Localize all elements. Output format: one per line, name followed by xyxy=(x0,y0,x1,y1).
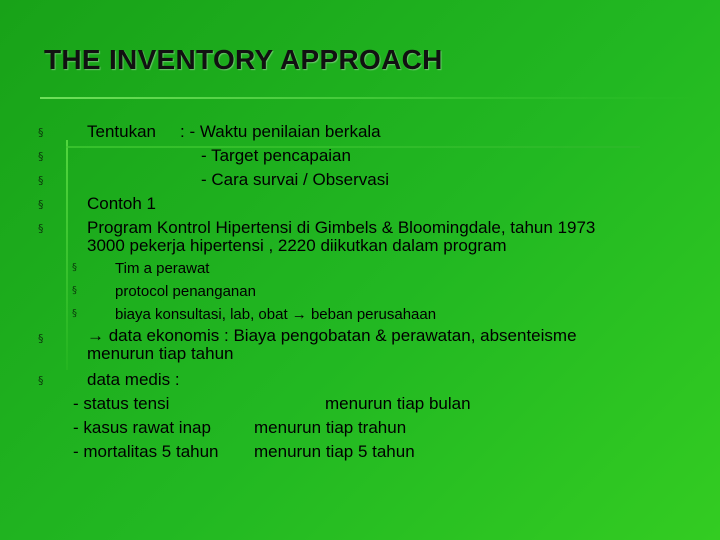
medis-row-label: - mortalitas 5 tahun xyxy=(73,442,219,461)
bullet-marker: § xyxy=(38,126,44,139)
medis-heading: data medis : xyxy=(87,370,180,389)
tentukan-item: : - Waktu penilaian berkala xyxy=(180,122,381,141)
sub-item: Tim a perawat xyxy=(115,260,210,277)
program-line: 3000 pekerja hipertensi , 2220 diikutkan dalam program xyxy=(87,236,507,255)
sub-item: biaya konsultasi, lab, obat → beban perusahaan xyxy=(115,306,437,323)
example-heading: Contoh 1 xyxy=(87,194,156,213)
bullet-marker: § xyxy=(38,332,44,345)
bullet-marker: § xyxy=(38,174,44,187)
medis-row-value: menurun tiap 5 tahun xyxy=(254,442,415,461)
medis-row-label: - status tensi xyxy=(73,394,170,413)
slide-title: THE INVENTORY APPROACH xyxy=(44,44,443,75)
title-underline xyxy=(40,97,700,99)
sub-bullet-marker: § xyxy=(72,285,77,296)
tentukan-item: - Cara survai / Observasi xyxy=(201,170,389,189)
horizontal-divider xyxy=(66,146,640,148)
sub-bullet-marker: § xyxy=(72,262,77,273)
vertical-divider xyxy=(66,140,68,370)
ekonomis-line: → data ekonomis : Biaya pengobatan & perawatan, absenteisme xyxy=(87,326,577,345)
medis-row-value: menurun tiap trahun xyxy=(254,418,407,437)
bullet-marker: § xyxy=(38,198,44,211)
sub-item: protocol penanganan xyxy=(115,283,256,300)
program-line: Program Kontrol Hipertensi di Gimbels & Bloomingdale, tahun 1973 xyxy=(87,218,596,237)
bullet-marker: § xyxy=(38,222,44,235)
medis-row-value: menurun tiap bulan xyxy=(325,394,471,413)
bullet-marker: § xyxy=(38,150,44,163)
ekonomis-line: menurun tiap tahun xyxy=(87,344,234,363)
bullet-marker: § xyxy=(38,374,44,387)
sub-bullet-marker: § xyxy=(72,308,77,319)
tentukan-item: - Target pencapaian xyxy=(201,146,351,165)
tentukan-label: Tentukan xyxy=(87,122,156,141)
medis-row-label: - kasus rawat inap xyxy=(73,418,211,437)
